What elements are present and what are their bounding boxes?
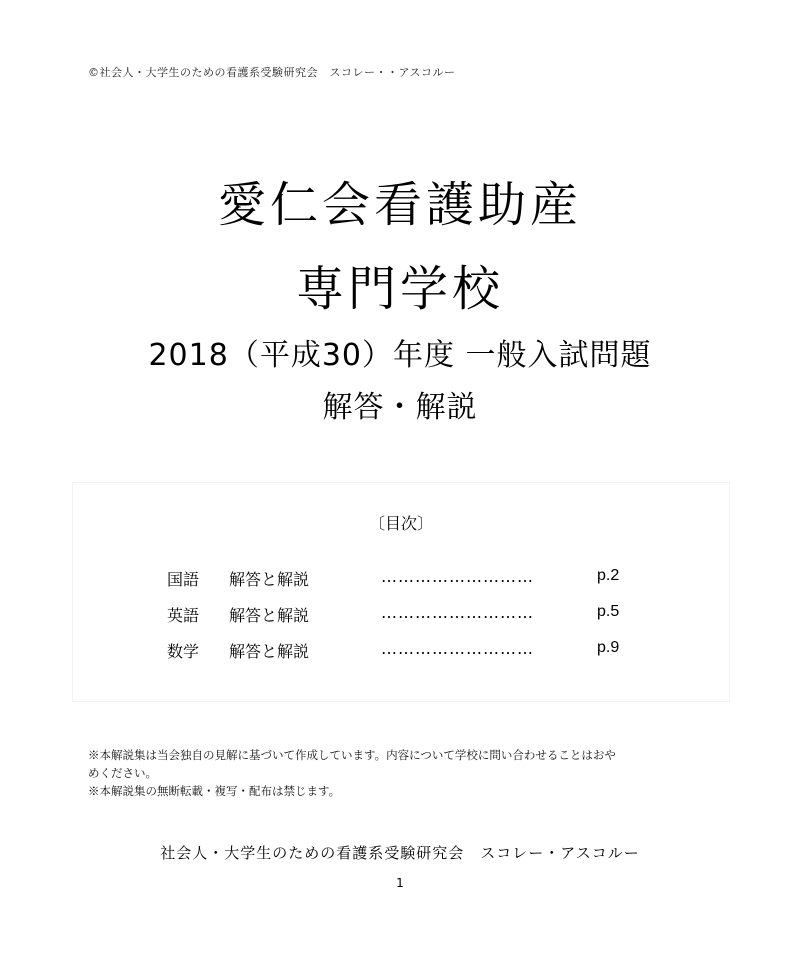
toc-subject: 数学 xyxy=(167,642,200,661)
notice-line: ※本解説集の無断転載・複写・配布は禁じます。 xyxy=(88,784,341,798)
toc-page-number: p.9 xyxy=(597,639,620,656)
page-number: 1 xyxy=(396,876,404,890)
toc-leader-dots: ……………………… xyxy=(381,567,534,586)
toc-entry-math[interactable] xyxy=(167,639,637,663)
header-copyright: ©社会人・大学生のための看護系受験研究会 スコレー・・アスコルー xyxy=(88,66,456,79)
usage-notice xyxy=(88,746,728,800)
document-subtitle: 2018（平成30）年度 一般入試問題 xyxy=(148,338,652,373)
toc-heading: 〔目次〕 xyxy=(368,514,433,533)
toc-entry-english[interactable] xyxy=(167,603,637,627)
toc-subject: 英語 xyxy=(167,606,200,625)
toc-leader-dots: ……………………… xyxy=(381,639,534,658)
document-title-line-2: 専門学校 xyxy=(295,261,504,317)
toc-entry-japanese[interactable] xyxy=(167,567,637,591)
notice-line: ※本解説集は当会独自の見解に基づいて作成しています。内容について学校に問い合わせることはおや xyxy=(88,748,616,762)
toc-subject: 国語 xyxy=(167,570,200,589)
document-title-line-1: 愛仁会看護助産 xyxy=(217,177,582,233)
toc-label: 解答と解説 xyxy=(229,606,310,625)
notice-line: めください。 xyxy=(88,766,157,780)
toc-page-number: p.5 xyxy=(597,603,620,620)
toc-label: 解答と解説 xyxy=(229,570,310,589)
toc-label: 解答と解説 xyxy=(229,642,310,661)
table-of-contents xyxy=(72,482,730,702)
toc-page-number: p.2 xyxy=(597,567,620,584)
footer-organization: 社会人・大学生のための看護系受験研究会 スコレー・アスコルー xyxy=(160,844,640,862)
document-subtitle-answers: 解答・解説 xyxy=(322,390,478,425)
toc-leader-dots: ……………………… xyxy=(381,603,534,622)
